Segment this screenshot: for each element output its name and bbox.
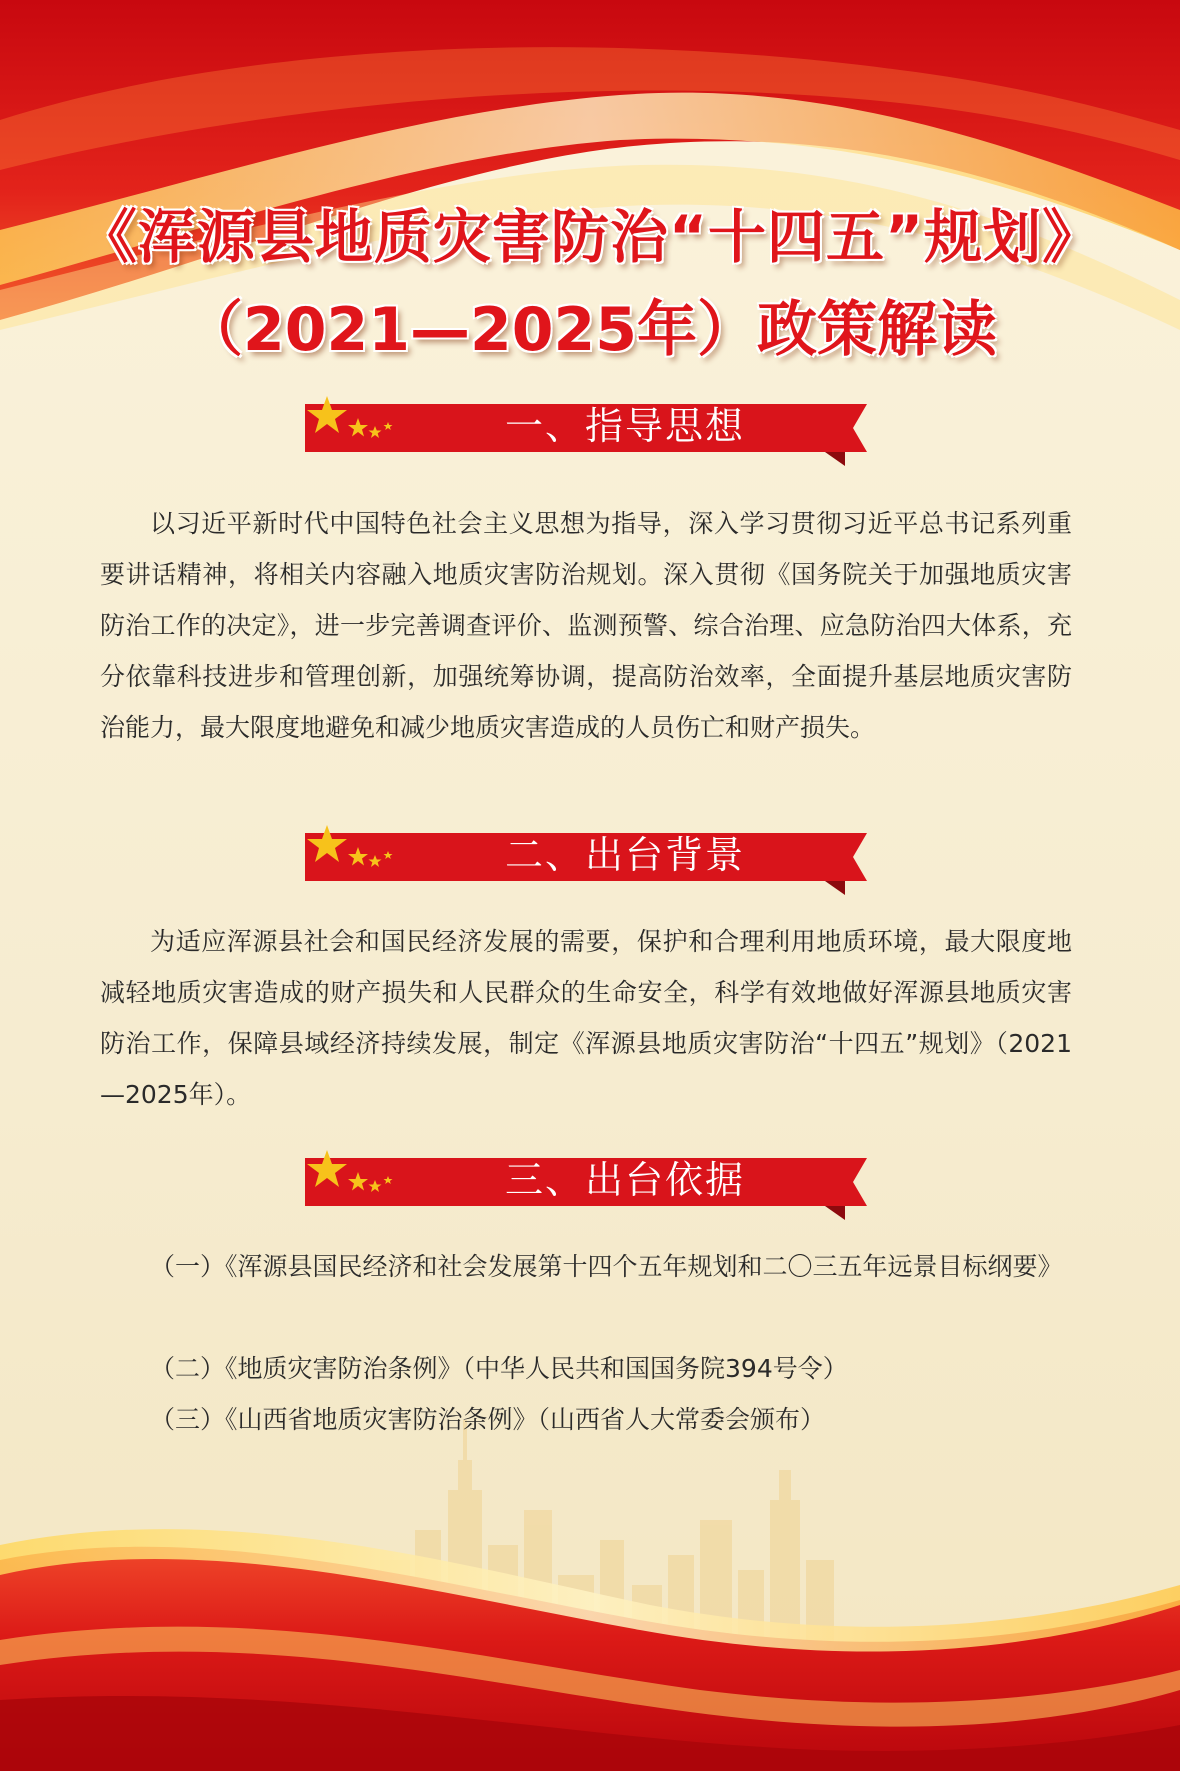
section-heading: 三、出台依据 bbox=[504, 1158, 745, 1202]
section-header-1 bbox=[305, 396, 875, 466]
list-item: （三）《山西省地质灾害防治条例》（山西省人大常委会颁布） bbox=[150, 1405, 826, 1434]
section-paragraph: 为适应浑源县社会和国民经济发展的需要，保护和合理利用地质环境，最大限度地减轻地质灾害造成的财产损失和人民群众的生命安全，科学有效地做好浑源县地质灾害防治工作，保障县域经济持续发展，制定《浑源县地质灾害防治“十四五”规划》（2021—2025年）。 bbox=[100, 927, 1072, 1109]
section-paragraph: 以习近平新时代中国特色社会主义思想为指导，深入学习贯彻习近平总书记系列重要讲话精神，将相关内容融入地质灾害防治规划。深入贯彻《国务院关于加强地质灾害防治工作的决定》，进一步完善调查评价、监测预警、综合治理、应急防治四大体系，充分依靠科技进步和管理创新，加强统筹协调，提高防治效率，全面提升基层地质灾害防治能力，最大限度地避免和减少地质灾害造成的人员伤亡和财产损失。 bbox=[100, 509, 1072, 742]
poster-title-line1: 《浑源县地质灾害防治“十四五”规划》 bbox=[78, 203, 1102, 271]
section-heading: 二、出台背景 bbox=[504, 833, 745, 877]
section-header-3 bbox=[305, 1150, 875, 1220]
section-header-2 bbox=[305, 825, 875, 895]
poster-title-line2: （2021—2025年）政策解读 bbox=[183, 295, 997, 365]
list-item: （一）《浑源县国民经济和社会发展第十四个五年规划和二〇三五年远景目标纲要》 bbox=[150, 1252, 1063, 1281]
section-heading: 一、指导思想 bbox=[504, 404, 745, 448]
list-item: （二）《地质灾害防治条例》（中华人民共和国国务院394号令） bbox=[150, 1354, 848, 1383]
